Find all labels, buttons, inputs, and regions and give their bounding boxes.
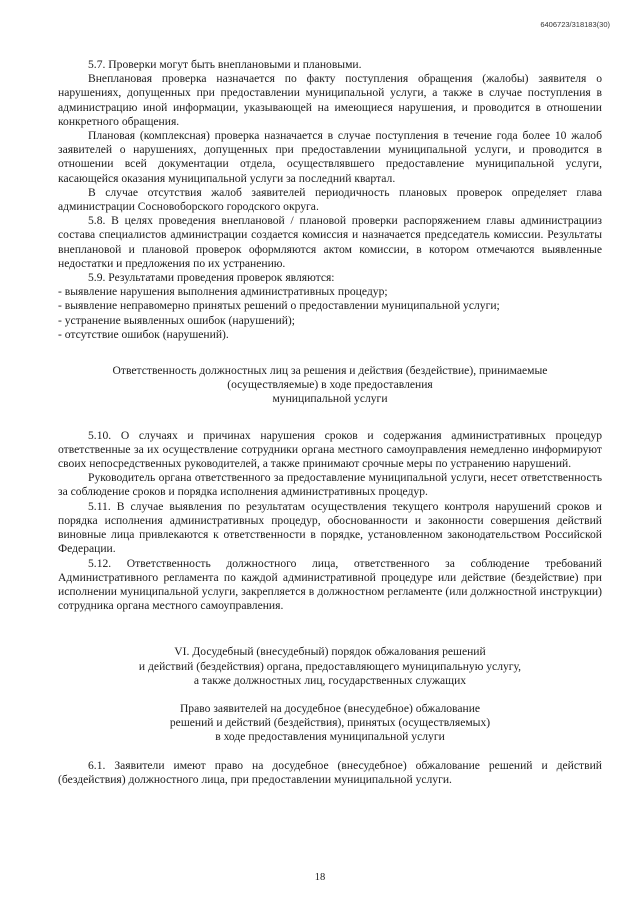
- result-item: - устранение выявленных ошибок (нарушений);: [58, 313, 295, 327]
- heading-line: а также должностных лиц, государственных служащих: [193, 673, 467, 687]
- document-id: 6406723/318183(30): [540, 20, 610, 29]
- document-body: [58, 58, 602, 787]
- result-item: - выявление неправомерно принятых решений о предоставлении муниципальной услуги;: [58, 299, 500, 313]
- paragraph-5-8: 5.8. В целях проведения внеплановой / плановой проверки распоряжением главы администрацииз состава специалистов администрации создается комиссия и назначается председатель комиссии. Результаты внеплановой и плановой проверок оформляются актом комиссии, в котором отмечаются выявленные недостатки и предложения по их устранению.: [58, 214, 602, 270]
- heading-line: Ответственность должностных лиц за решения и действия (бездействие), принимаемые: [112, 364, 548, 378]
- paragraph-5-10: 5.10. О случаях и причинах нарушения сроков и содержания административных процедур ответственные за их осуществление сотрудники органа местного самоуправления немедленно информируют своих непосредственных руководителей, а также принимают срочные меры по устранению нарушений.: [58, 428, 602, 471]
- paragraph-unscheduled-inspection: Внеплановая проверка назначается по факту поступления обращения (жалобы) заявителя о нарушениях, допущенных при предоставлении муниципальной услуги, а также в случае поступления в администрацию иной информации, указывающей на имеющиеся нарушения, и проводится в отношении конкретного обращения.: [58, 72, 602, 128]
- paragraph-no-complaints: В случае отсутствия жалоб заявителей периодичность плановых проверок определяет глава администрации Сосновоборского городского округа.: [58, 185, 602, 214]
- heading-line: муниципальной услуги: [272, 392, 388, 406]
- heading-line: решений и действий (бездействия), принятых (осуществляемых): [169, 716, 491, 730]
- heading-line: (осуществляемые) в ходе предоставления: [227, 378, 433, 392]
- paragraph-5-12: 5.12. Ответственность должностного лица, ответственного за соблюдение требований Административного регламента по каждой административной процедуре или действие (бездействие) при исполнении муниципальной услуги, закрепляется в должностном регламенте (или должностной инструкции) сотрудника органа местного самоуправления.: [58, 556, 602, 613]
- paragraph-6-1: 6.1. Заявители имеют право на досудебное (внесудебное) обжалование решений и действий (бездействия) должностного лица, при предоставлении муниципальной услуги.: [58, 758, 602, 786]
- heading-line: в ходе предоставления муниципальной услуги: [215, 730, 445, 744]
- section-6-heading: [58, 645, 602, 688]
- page-number: 18: [314, 872, 326, 883]
- heading-line: VI. Досудебный (внесудебный) порядок обжалования решений: [174, 645, 486, 659]
- heading-line: и действий (бездействия) органа, предоставляющего муниципальную услугу,: [138, 659, 522, 673]
- paragraph-head-responsibility: Руководитель органа ответственного за предоставление муниципальной услуги, несет ответственность за соблюдение сроков и порядка исполнения административных процедур.: [58, 471, 602, 499]
- paragraph-5-7: 5.7. Проверки могут быть внеплановыми и плановыми.: [88, 58, 362, 71]
- appeal-subheading: [58, 702, 602, 745]
- result-item: - выявление нарушения выполнения административных процедур;: [58, 285, 388, 299]
- paragraph-5-11: 5.11. В случае выявления по результатам осуществления текущего контроля нарушений сроков и порядка исполнения административных процедур, обоснованности и законности совершения действий виновные лица привлекаются к ответственности в порядке, установленном законодательством Российской Федерации.: [58, 499, 602, 556]
- paragraph-5-9: 5.9. Результатами проведения проверок являются:: [88, 271, 335, 285]
- result-item: - отсутствие ошибок (нарушений).: [58, 327, 229, 341]
- paragraph-scheduled-inspection: Плановая (комплексная) проверка назначается в случае поступления в течение года более 10 жалоб заявителей о нарушениях, допущенных при предоставлении муниципальной услуги, и проводится в отношении всей документации отдела, осуществлявшего предоставление муниципальной услуги, касающейся оказания муниципальной услуги за последний квартал.: [58, 129, 602, 185]
- responsibility-heading: [58, 364, 602, 407]
- heading-line: Право заявителей на досудебное (внесудебное) обжалование: [179, 701, 481, 715]
